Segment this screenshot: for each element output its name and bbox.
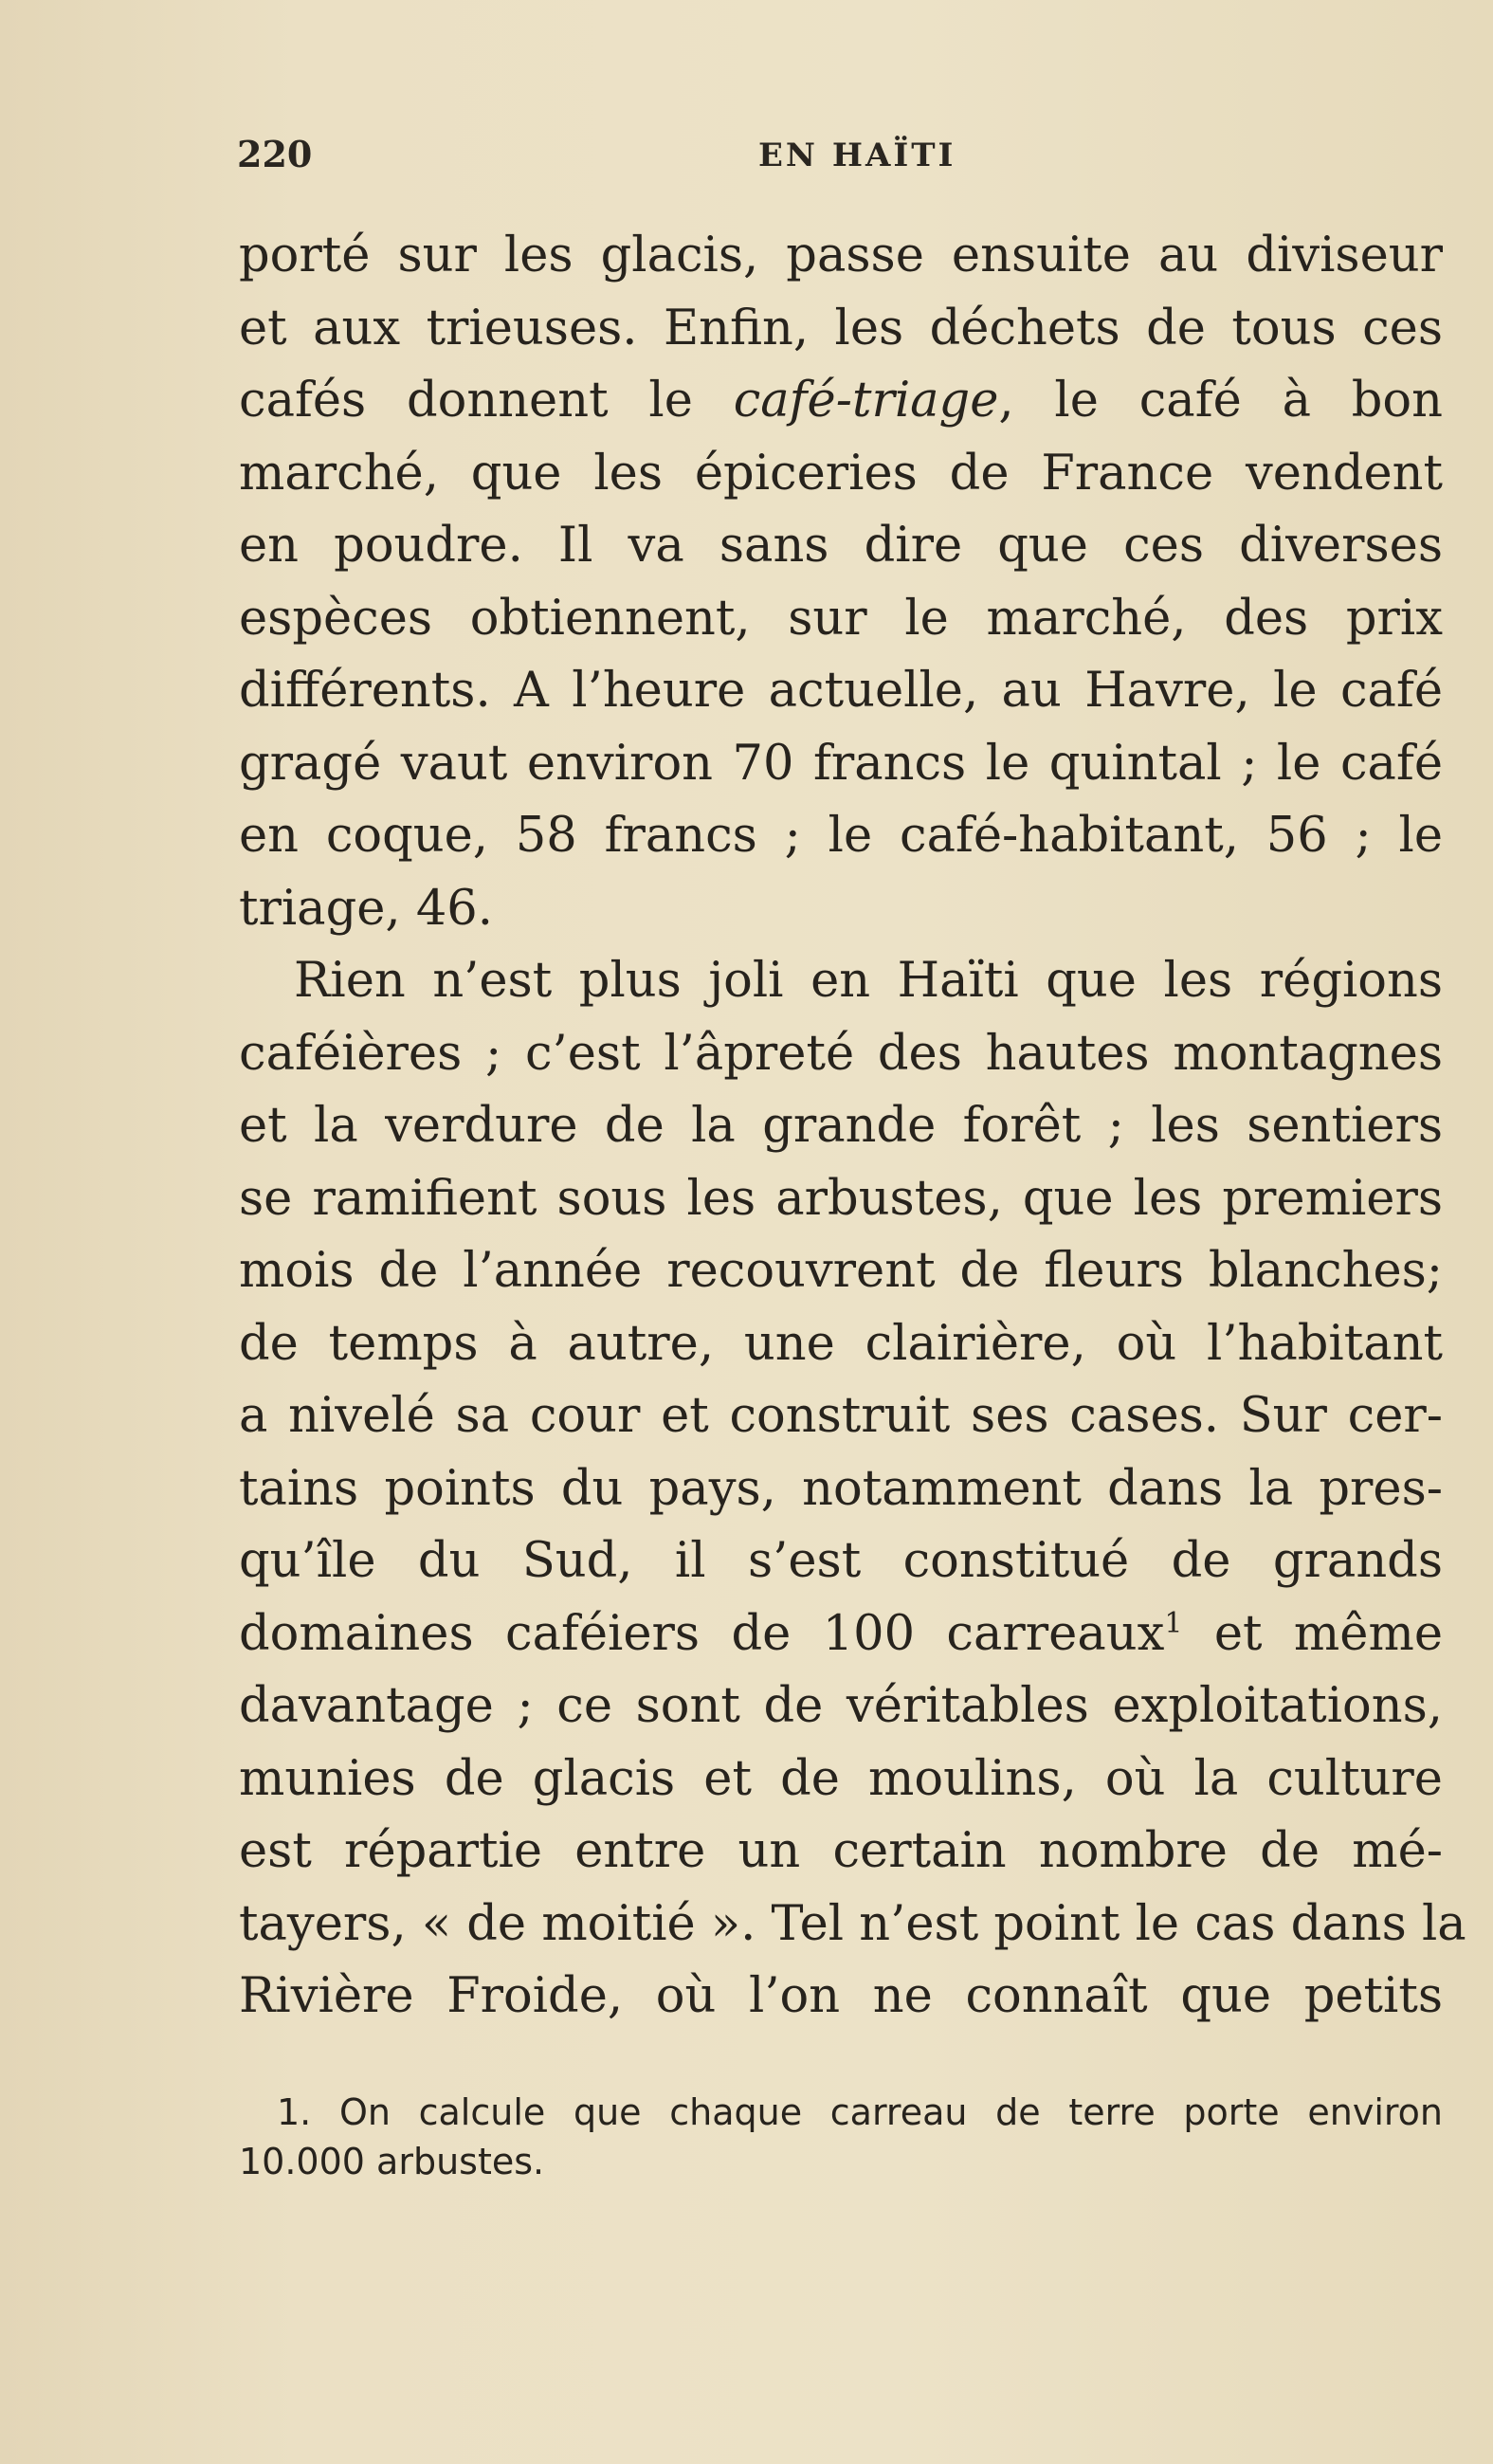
page-number: 220 xyxy=(237,133,313,175)
text-line: en poudre. Il va sans dire que ces diverses xyxy=(239,518,1443,574)
text-line: et aux trieuses. Enfin, les déchets de tous ces xyxy=(239,300,1443,356)
footnote xyxy=(239,2088,1443,2186)
text-line: qu’île du Sud, il s’est constitué de grands xyxy=(239,1533,1443,1589)
text-line: Rien n’est plus joli en Haïti que les régions xyxy=(294,953,1443,1009)
text-run: domaines caféiers de 100 carreaux xyxy=(239,1605,1165,1662)
text-line: tayers, « de moitié ». Tel n’est point le cas dans la xyxy=(239,1895,1466,1952)
running-head xyxy=(237,133,1443,190)
text-line: et la verdure de la grande forêt ; les sentiers xyxy=(239,1098,1443,1154)
text-line: porté sur les glacis, passe ensuite au diviseur xyxy=(239,228,1443,283)
text-run: cafés donnent le xyxy=(239,373,734,429)
text-run: et même xyxy=(1182,1605,1443,1662)
body-text xyxy=(239,220,1466,2034)
text-line: en coque, 58 francs ; le café-habitant, 56 ; le xyxy=(239,808,1443,864)
text-line: tains points du pays, notamment dans la pres- xyxy=(239,1460,1443,1517)
text-line: caféières ; c’est l’âpreté des hautes montagnes xyxy=(239,1025,1443,1082)
text-line: gragé vaut environ 70 francs le quintal ; le café xyxy=(239,735,1443,792)
text-line xyxy=(239,365,1443,438)
text-line: différents. A l’heure actuelle, au Havre, le café xyxy=(239,663,1443,719)
paragraph-1 xyxy=(239,220,1443,945)
footnote-marker: 1 xyxy=(1164,1606,1183,1640)
text-line: espèces obtiennent, sur le marché, des prix xyxy=(239,590,1443,647)
text-line: Rivière Froide, où l’on ne connaît que petits xyxy=(239,1968,1443,2024)
text-line: se ramifient sous les arbustes, que les premiers xyxy=(239,1170,1443,1227)
paragraph-2 xyxy=(239,945,1466,2034)
footnote-line: 10.000 arbustes. xyxy=(239,2141,545,2182)
text-line: triage, 46. xyxy=(239,880,493,937)
text-run: , le café à bon xyxy=(998,373,1443,429)
text-line: est répartie entre un certain nombre de mé- xyxy=(239,1823,1443,1879)
footnote-line: 1. On calcule que chaque carreau de terre porte environ xyxy=(277,2091,1443,2133)
italic-term: café-triage xyxy=(733,373,999,429)
text-line: davantage ; ce sont de véritables exploitations, xyxy=(239,1678,1443,1734)
text-line: marché, que les épiceries de France vendent xyxy=(239,445,1443,502)
text-line: munies de glacis et de moulins, où la culture xyxy=(239,1750,1443,1807)
text-line: a nivelé sa cour et construit ses cases. Sur cer- xyxy=(239,1388,1443,1444)
running-title: EN HAÏTI xyxy=(758,137,956,174)
text-line xyxy=(239,1598,1443,1671)
text-line: mois de l’année recouvrent de fleurs blanches; xyxy=(239,1243,1443,1299)
text-line: de temps à autre, une clairière, où l’habitant xyxy=(239,1315,1443,1372)
